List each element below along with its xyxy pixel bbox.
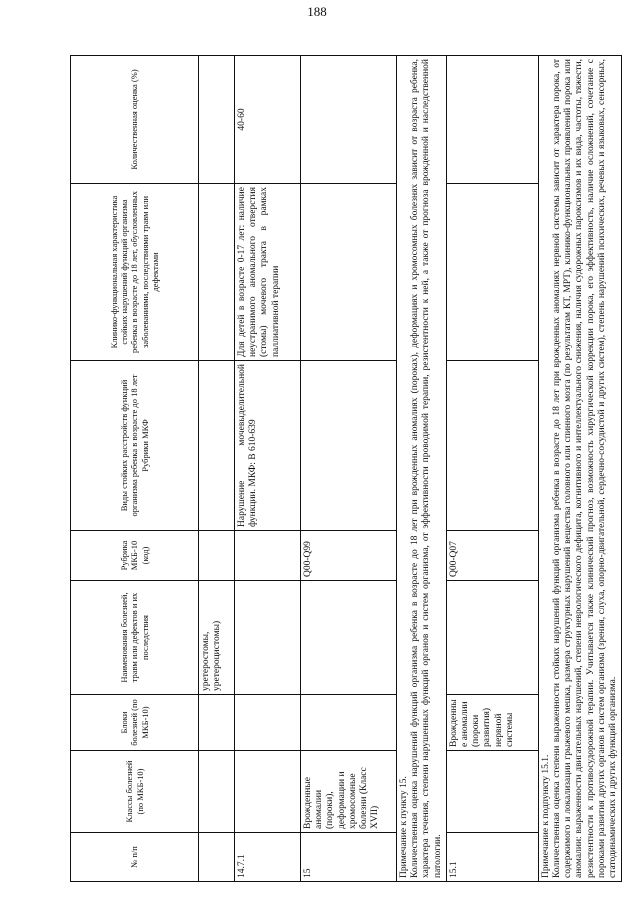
header-characteristic: Клинико-функциональная характеристика стойких нарушений функций организма ребенка в возрасте до 18 лет, обусловленных заболеваниями, последствиями травм или дефектами bbox=[71, 184, 199, 361]
note-15-1-text: Количественная оценка степени выраженности стойких нарушений функций организма ребенка в возрасте до 18 лет при врожденных аномалиях нервной системы зависит от характера порока, от содержимого и локализации грыжевого мешка, размера структурных нарушений вещества головного или спинного мозга (по результатам КТ, МРТ), клинико-функциональных проявлений порока или аномалии: выраженности двигательных нарушений, степени неврологического дефицита, когнитивного и интеллектуального снижения, наличия судорожных пароксизмов и их вида, частоты, тяжести, резистентности к противосудорожной терапии. Учитывается также клинический прогноз, возможность хирургической коррекции порока, его эффективность, наличие осложнений, сочетание с пороками развития других органов и систем организма (зрения, слуха, опорно-двигательной, сердечно-сосудистой и других систем), степень нарушений психических, речевых и языковых, сенсорных, статодинамических и других функций организма. bbox=[552, 59, 619, 878]
code-cell: Q00-Q99 bbox=[301, 531, 397, 581]
rotated-document bbox=[70, 56, 619, 882]
block-cell: Врожденные аномалии (пороки развития) нервной системы bbox=[446, 695, 538, 751]
code-cell: Q00-Q07 bbox=[446, 531, 538, 581]
table-row-15 bbox=[301, 56, 397, 882]
header-num: № п/п bbox=[71, 833, 199, 882]
rotated-page-area bbox=[70, 56, 619, 882]
header-functions: Виды стойких расстройств функций организма ребенка в возрасте до 18 лет Рубрики МКФ bbox=[71, 361, 199, 531]
header-diseases: Наименования болезней, травм или дефектов и их последствия bbox=[71, 581, 199, 695]
page-number: 188 bbox=[307, 4, 327, 19]
disability-table bbox=[70, 55, 622, 882]
note-15-1 bbox=[538, 56, 621, 882]
row-number: 15.1 bbox=[446, 833, 538, 882]
percent-cell: 40-60 bbox=[235, 56, 301, 184]
note-15 bbox=[397, 56, 447, 882]
row-number: 14.7.1 bbox=[235, 833, 301, 882]
header-row bbox=[71, 56, 199, 882]
characteristic-cell: Для детей в возрасте 0-17 лет: наличие неустранимого аномального отверстия (стомы) мочевого тракта в рамках паллиативной терапии bbox=[235, 184, 301, 361]
functions-cell: Нарушение мочевыделительной функции. МКФ: В 610-639 bbox=[235, 361, 301, 531]
note-15-1-title: Примечание к подпункту 15.1. bbox=[540, 754, 551, 878]
table-row bbox=[199, 56, 235, 882]
note-15-text: Количественная оценка нарушений функций организма ребенка в возрасте до 18 лет при врожденных аномалиях (пороках), деформациях и хромосомных болезнях зависит от возраста ребенка, характера течения, степени нарушенных функций органов и систем организма, от эффективности проводимой терапии, резистентности к ней, а также от прогноза врожденной и наследственной патологии. bbox=[410, 59, 443, 878]
table-row-15-1 bbox=[446, 56, 538, 882]
header-block: Блоки болезней (по МКБ-10) bbox=[71, 695, 199, 751]
header-percent: Количественная оценка (%) bbox=[71, 56, 199, 184]
row-number: 15 bbox=[301, 833, 397, 882]
header-code: Рубрика МКБ-10 (код) bbox=[71, 531, 199, 581]
note-row-15 bbox=[397, 56, 447, 882]
header-class: Классы болезней (по МКБ-10) bbox=[71, 751, 199, 833]
table-row-14-7-1 bbox=[235, 56, 301, 882]
note-15-title: Примечание к пункту 15. bbox=[399, 776, 409, 878]
diseases-cell: уретеростомы, уретероцистомы) bbox=[199, 581, 235, 695]
class-cell: Врожденные аномалии (пороки), деформации и хромосомные болезни (Класс XVII) bbox=[301, 751, 397, 833]
note-row-15-1 bbox=[538, 56, 621, 882]
